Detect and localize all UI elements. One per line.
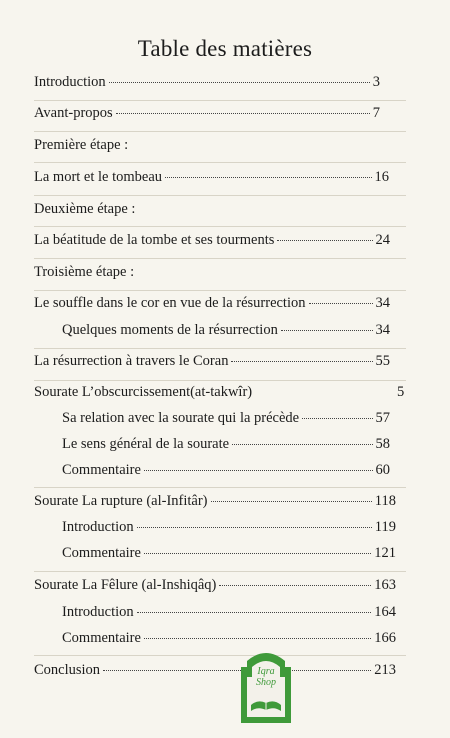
section-heading: Première étape : [34,137,129,153]
toc-entry-label: Commentaire [62,462,141,478]
toc-entry-page: 24 [375,232,390,248]
row-divider [34,258,406,259]
toc-entry[interactable] [34,73,380,91]
toc-entry-page: 55 [375,353,390,369]
dot-leader [281,330,373,331]
dot-leader [231,361,372,362]
toc-subentry[interactable] [62,321,390,339]
toc-subentry[interactable] [62,544,396,562]
toc-entry-page: 57 [375,410,390,426]
logo-text-line2: Shop [256,677,276,688]
section-heading: Deuxième étape : [34,201,136,217]
dot-leader [137,527,372,528]
toc-entry-label: Sa relation avec la sourate qui la précède [62,410,300,426]
row-divider [34,487,406,488]
row-divider [34,380,406,381]
dot-leader [232,444,372,445]
toc-entry-page: 34 [375,295,390,311]
logo-text-line1: Iqra [257,666,275,677]
toc-entry-page: 5 [397,384,405,400]
toc-entry-page: 121 [374,545,396,561]
toc-entry-page: 16 [374,169,389,185]
toc-entry-label: Le sens général de la sourate [62,436,230,452]
toc-entry[interactable] [34,661,396,679]
toc-entry[interactable] [34,104,380,122]
toc-entry-label: Commentaire [62,545,141,561]
toc-entry[interactable] [34,352,390,370]
toc-subentry[interactable] [62,603,396,621]
toc-entry[interactable] [34,492,396,510]
toc-entry-page: 118 [374,493,396,509]
toc-entry-label: Conclusion [34,662,101,678]
toc-entry-page: 3 [372,74,380,90]
toc-entry-page: 60 [375,462,390,478]
row-divider [34,100,406,101]
row-divider [34,290,406,291]
toc-entry-label: Sourate La rupture (al-Infitâr) [34,493,208,509]
row-divider [34,226,406,227]
toc-entry-label: Quelques moments de la résurrection [62,322,278,338]
row-divider [34,348,406,349]
toc-entry-page: 119 [374,519,396,535]
toc-subentry[interactable] [62,518,396,536]
toc-entry[interactable] [34,168,389,186]
dot-leader [309,303,373,304]
dot-leader [137,612,372,613]
dot-leader [144,553,371,554]
dot-leader [109,82,370,83]
toc-entry-label: La mort et le tombeau [34,169,163,185]
dot-leader [165,177,371,178]
toc-entry-label: Introduction [34,74,106,90]
toc-entry[interactable] [34,576,396,594]
toc-entry-label[interactable]: Sourate L’obscurcissement(at-takwîr) [34,384,253,400]
toc-subentry[interactable] [62,409,390,427]
toc-entry-label: Commentaire [62,630,141,646]
row-divider [34,655,406,656]
toc-entry[interactable] [34,294,390,312]
dot-leader [219,585,371,586]
toc-entry-page: 213 [374,662,396,678]
toc-subentry[interactable] [62,435,390,453]
toc-entry-label: La résurrection à travers le Coran [34,353,229,369]
dot-leader [116,113,370,114]
toc-entry-label: La béatitude de la tombe et ses tourments [34,232,275,248]
dot-leader [144,470,373,471]
toc-subentry[interactable] [62,461,390,479]
toc-entry-page: 163 [374,577,396,593]
toc-entry-label: Introduction [62,519,134,535]
dot-leader [277,240,372,241]
toc-entry-page: 7 [372,105,380,121]
row-divider [34,571,406,572]
toc-entry-label: Le souffle dans le cor en vue de la résurrection [34,295,306,311]
toc-entry-label: Sourate La Fêlure (al-Inshiqâq) [34,577,217,593]
row-divider [34,131,406,132]
row-divider [34,195,406,196]
toc-entry-label: Introduction [62,604,134,620]
toc-subentry[interactable] [62,629,396,647]
toc-entry-page: 166 [374,630,396,646]
row-divider [34,162,406,163]
iqra-shop-logo [235,643,297,725]
toc-entry[interactable] [34,231,390,249]
dot-leader [211,501,372,502]
dot-leader [302,418,372,419]
toc-entry-page: 34 [375,322,390,338]
dot-leader [144,638,371,639]
toc-entry-page: 164 [374,604,396,620]
section-heading: Troisième étape : [34,264,135,280]
page-title: Table des matières [137,36,313,61]
toc-entry-label: Avant-propos [34,105,113,121]
toc-entry-page: 58 [375,436,390,452]
